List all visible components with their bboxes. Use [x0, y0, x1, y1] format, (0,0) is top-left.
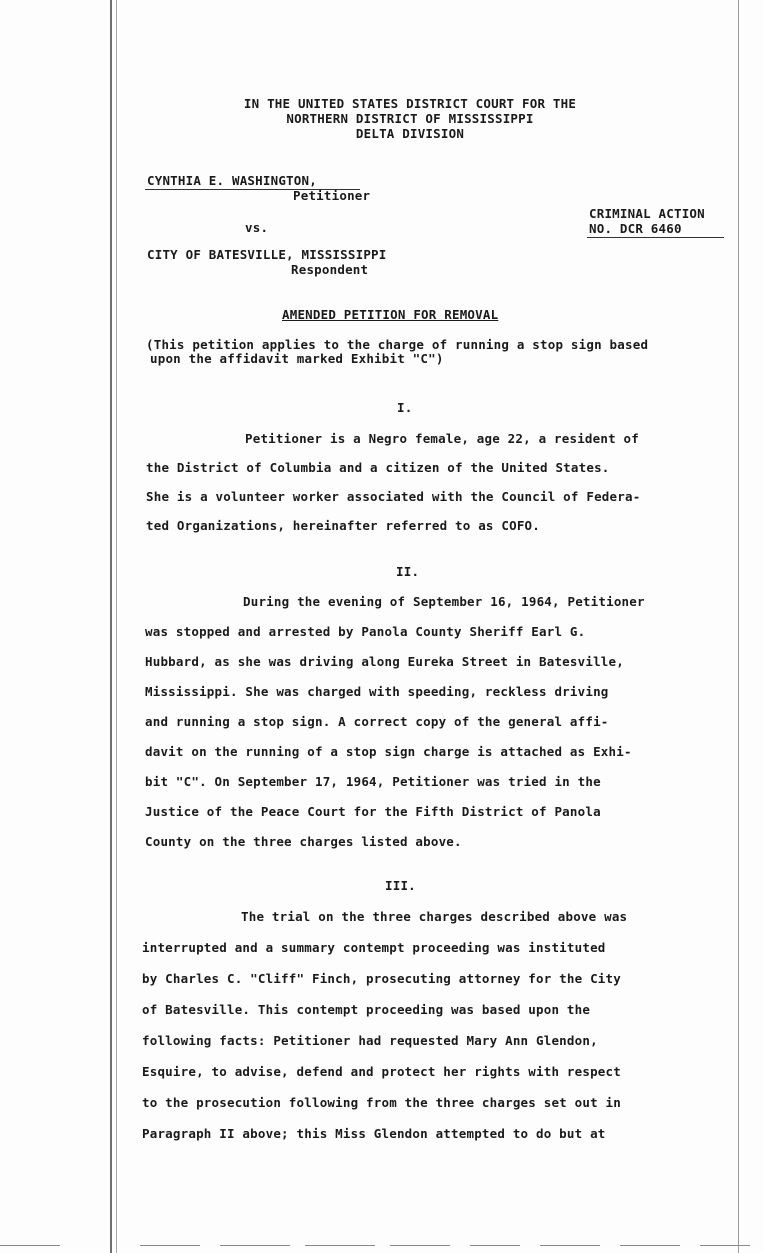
section-3-line-4: of Batesville. This contempt proceeding was based upon the [142, 1002, 591, 1017]
scan-bottom-edge [0, 1243, 763, 1249]
section-2-line-5: and running a stop sign. A correct copy of the general affi- [145, 714, 609, 729]
scan-margin-line-left-inner [116, 0, 117, 1253]
petitioner-role: Petitioner [293, 188, 371, 203]
section-2-line-4: Mississippi. She was charged with speeding, reckless driving [145, 684, 609, 699]
section-3-line-8: Paragraph II above; this Miss Glendon attempted to do but at [142, 1126, 606, 1141]
section-3-numeral: III. [385, 878, 416, 893]
section-2-line-2: was stopped and arrested by Panola County Sheriff Earl G. [145, 624, 586, 639]
section-3-line-7: to the prosecution following from the three charges set out in [142, 1095, 621, 1110]
section-1-line-2: the District of Columbia and a citizen of the United States. [146, 460, 610, 475]
respondent-name: CITY OF BATESVILLE, MISSISSIPPI [147, 247, 387, 262]
court-caption-line-2: NORTHERN DISTRICT OF MISSISSIPPI [286, 111, 534, 126]
court-caption-line-3: DELTA DIVISION [355, 126, 465, 141]
section-2-numeral: II. [396, 564, 420, 579]
case-label: CRIMINAL ACTION [589, 206, 705, 221]
court-caption-line-1: IN THE UNITED STATES DISTRICT COURT FOR THE [243, 96, 577, 111]
section-2-line-3: Hubbard, as she was driving along Eureka Street in Batesville, [145, 654, 624, 669]
section-2-line-7: bit "C". On September 17, 1964, Petitioner was tried in the [145, 774, 601, 789]
section-1-line-1: Petitioner is a Negro female, age 22, a resident of [245, 431, 640, 446]
section-1-line-3: She is a volunteer worker associated with the Council of Federa- [146, 489, 641, 504]
section-2-line-8: Justice of the Peace Court for the Fifth District of Panola [145, 804, 601, 819]
respondent-role: Respondent [291, 262, 369, 277]
section-2-line-6: davit on the running of a stop sign charge is attached as Exhi- [145, 744, 632, 759]
section-1-line-4: ted Organizations, hereinafter referred to as COFO. [146, 518, 541, 533]
note-line-1: (This petition applies to the charge of running a stop sign based [146, 337, 649, 352]
petitioner-name: CYNTHIA E. WASHINGTON, [147, 173, 317, 188]
section-1-numeral: I. [397, 400, 413, 415]
section-3-line-5: following facts: Petitioner had requested Mary Ann Glendon, [142, 1033, 598, 1048]
section-3-line-1: The trial on the three charges described above was [241, 909, 628, 924]
section-2-line-1: During the evening of September 16, 1964, Petitioner [243, 594, 645, 609]
section-2-line-9: County on the three charges listed above. [145, 834, 462, 849]
scan-margin-line-right [738, 0, 739, 1253]
versus-label: vs. [245, 220, 269, 235]
case-number: NO. DCR 6460 [589, 221, 682, 236]
case-number-underline [587, 237, 724, 238]
scan-margin-line-left [110, 0, 112, 1253]
document-title: AMENDED PETITION FOR REMOVAL [282, 307, 499, 322]
section-3-line-6: Esquire, to advise, defend and protect her rights with respect [142, 1064, 621, 1079]
note-line-2: upon the affidavit marked Exhibit "C") [150, 351, 444, 366]
section-3-line-2: interrupted and a summary contempt proceeding was instituted [142, 940, 606, 955]
section-3-line-3: by Charles C. "Cliff" Finch, prosecuting attorney for the City [142, 971, 621, 986]
